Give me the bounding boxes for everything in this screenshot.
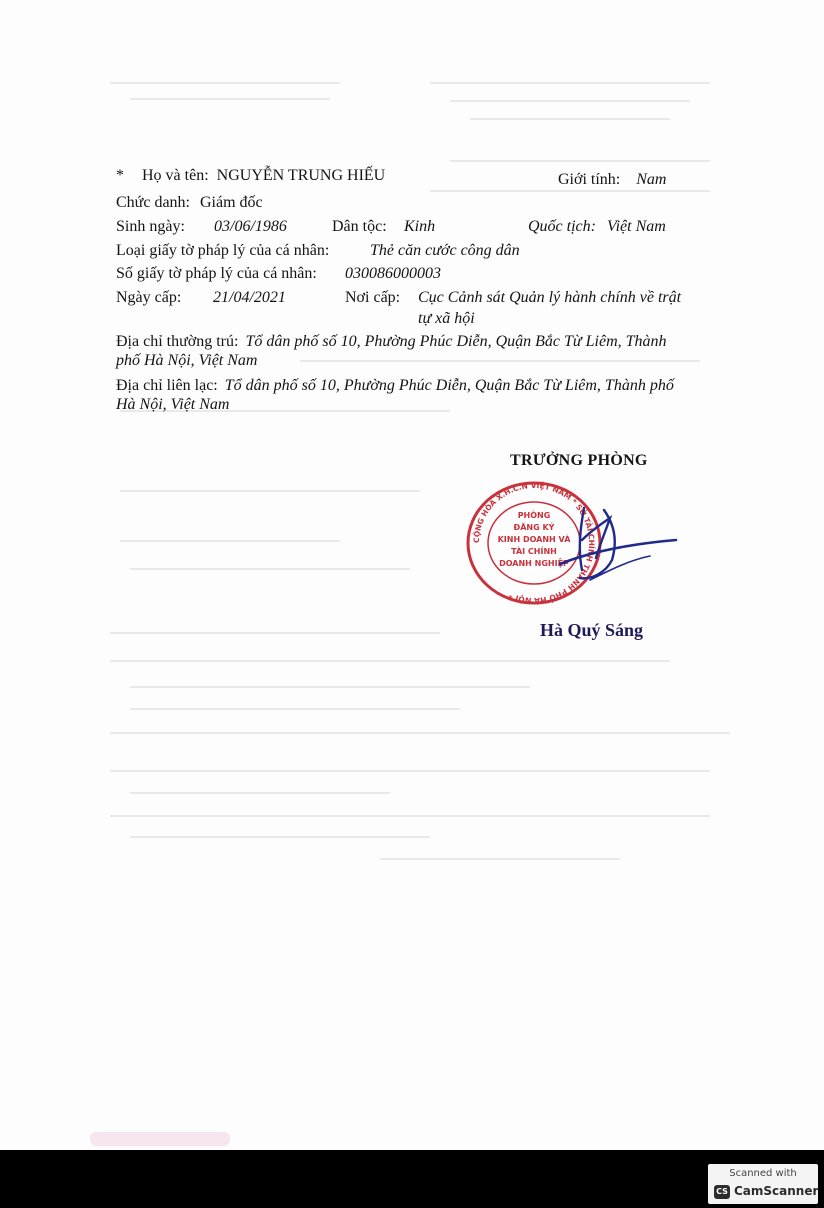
dob-value: 03/06/1986 bbox=[214, 218, 287, 235]
stamp-line-1: PHÒNG bbox=[517, 511, 551, 520]
contact-address-label: Địa chỉ liên lạc: bbox=[116, 377, 218, 394]
name-value: NGUYỄN TRUNG HIẾU bbox=[216, 167, 386, 184]
position-value: Giám đốc bbox=[200, 194, 263, 211]
dob-label: Sinh ngày: bbox=[116, 218, 185, 235]
ethnicity-label: Dân tộc: bbox=[332, 218, 387, 235]
camscanner-logo-icon: CS bbox=[714, 1185, 730, 1199]
contact-address-line2: Hà Nội, Việt Nam bbox=[116, 396, 230, 413]
stamp-line-2: ĐĂNG KÝ bbox=[513, 523, 555, 532]
scan-footer-bar bbox=[0, 1150, 824, 1208]
id-number-label: Số giấy tờ pháp lý của cá nhân: bbox=[116, 265, 317, 282]
stamp-line-5: DOANH NGHIỆP bbox=[499, 559, 569, 568]
issue-date-value: 21/04/2021 bbox=[213, 289, 286, 306]
gender-value: Nam bbox=[636, 171, 667, 188]
gender-row bbox=[558, 170, 666, 190]
nationality-value: Việt Nam bbox=[607, 218, 666, 235]
issue-date-label: Ngày cấp: bbox=[116, 289, 182, 306]
handwritten-signature bbox=[517, 500, 680, 590]
id-type-label: Loại giấy tờ pháp lý của cá nhân: bbox=[116, 242, 330, 259]
stamp-ring-text: CỘNG HÒA X.H.C.N VIỆT NAM * SỞ TÀI CHÍNH THÀNH PHỐ HÀ NỘI * bbox=[471, 480, 597, 606]
position-label: Chức danh: bbox=[116, 194, 190, 211]
watermark-top-text: Scanned with bbox=[729, 1168, 797, 1179]
position-row bbox=[116, 193, 263, 213]
watermark-brand: CamScanner bbox=[734, 1184, 819, 1198]
permanent-address-line1: Tổ dân phố số 10, Phường Phúc Diễn, Quận Bắc Từ Liêm, Thành bbox=[245, 333, 667, 350]
stamp-line-4: TÀI CHÍNH bbox=[511, 547, 557, 556]
stamp-line-3: KINH DOANH VÀ bbox=[497, 535, 571, 544]
ethnicity-value: Kinh bbox=[404, 218, 436, 235]
gender-label: Giới tính: bbox=[558, 171, 621, 188]
signer-name: Hà Quý Sáng bbox=[540, 620, 644, 640]
contact-address-line1: Tổ dân phố số 10, Phường Phúc Diễn, Quận Bắc Từ Liêm, Thành phố bbox=[224, 377, 674, 394]
issue-place-value-line2: tự xã hội bbox=[418, 310, 475, 327]
id-type-value: Thẻ căn cước công dân bbox=[370, 242, 520, 259]
camscanner-watermark bbox=[708, 1164, 818, 1204]
id-number-value: 030086000003 bbox=[345, 265, 441, 282]
stamp-smear bbox=[90, 1132, 230, 1146]
bullet: * bbox=[116, 167, 124, 184]
permanent-address-label: Địa chỉ thường trú: bbox=[116, 333, 239, 350]
permanent-address-row bbox=[116, 332, 667, 352]
signer-title: TRƯỞNG PHÒNG bbox=[510, 452, 648, 469]
contact-address-row bbox=[116, 376, 674, 396]
name-label: Họ và tên: bbox=[142, 167, 209, 184]
nationality-label: Quốc tịch: bbox=[528, 218, 596, 235]
name-row bbox=[116, 166, 385, 186]
permanent-address-line2: phố Hà Nội, Việt Nam bbox=[116, 352, 258, 369]
issue-place-label: Nơi cấp: bbox=[345, 289, 401, 306]
issue-place-value-line1: Cục Cảnh sát Quản lý hành chính về trật bbox=[418, 289, 682, 306]
